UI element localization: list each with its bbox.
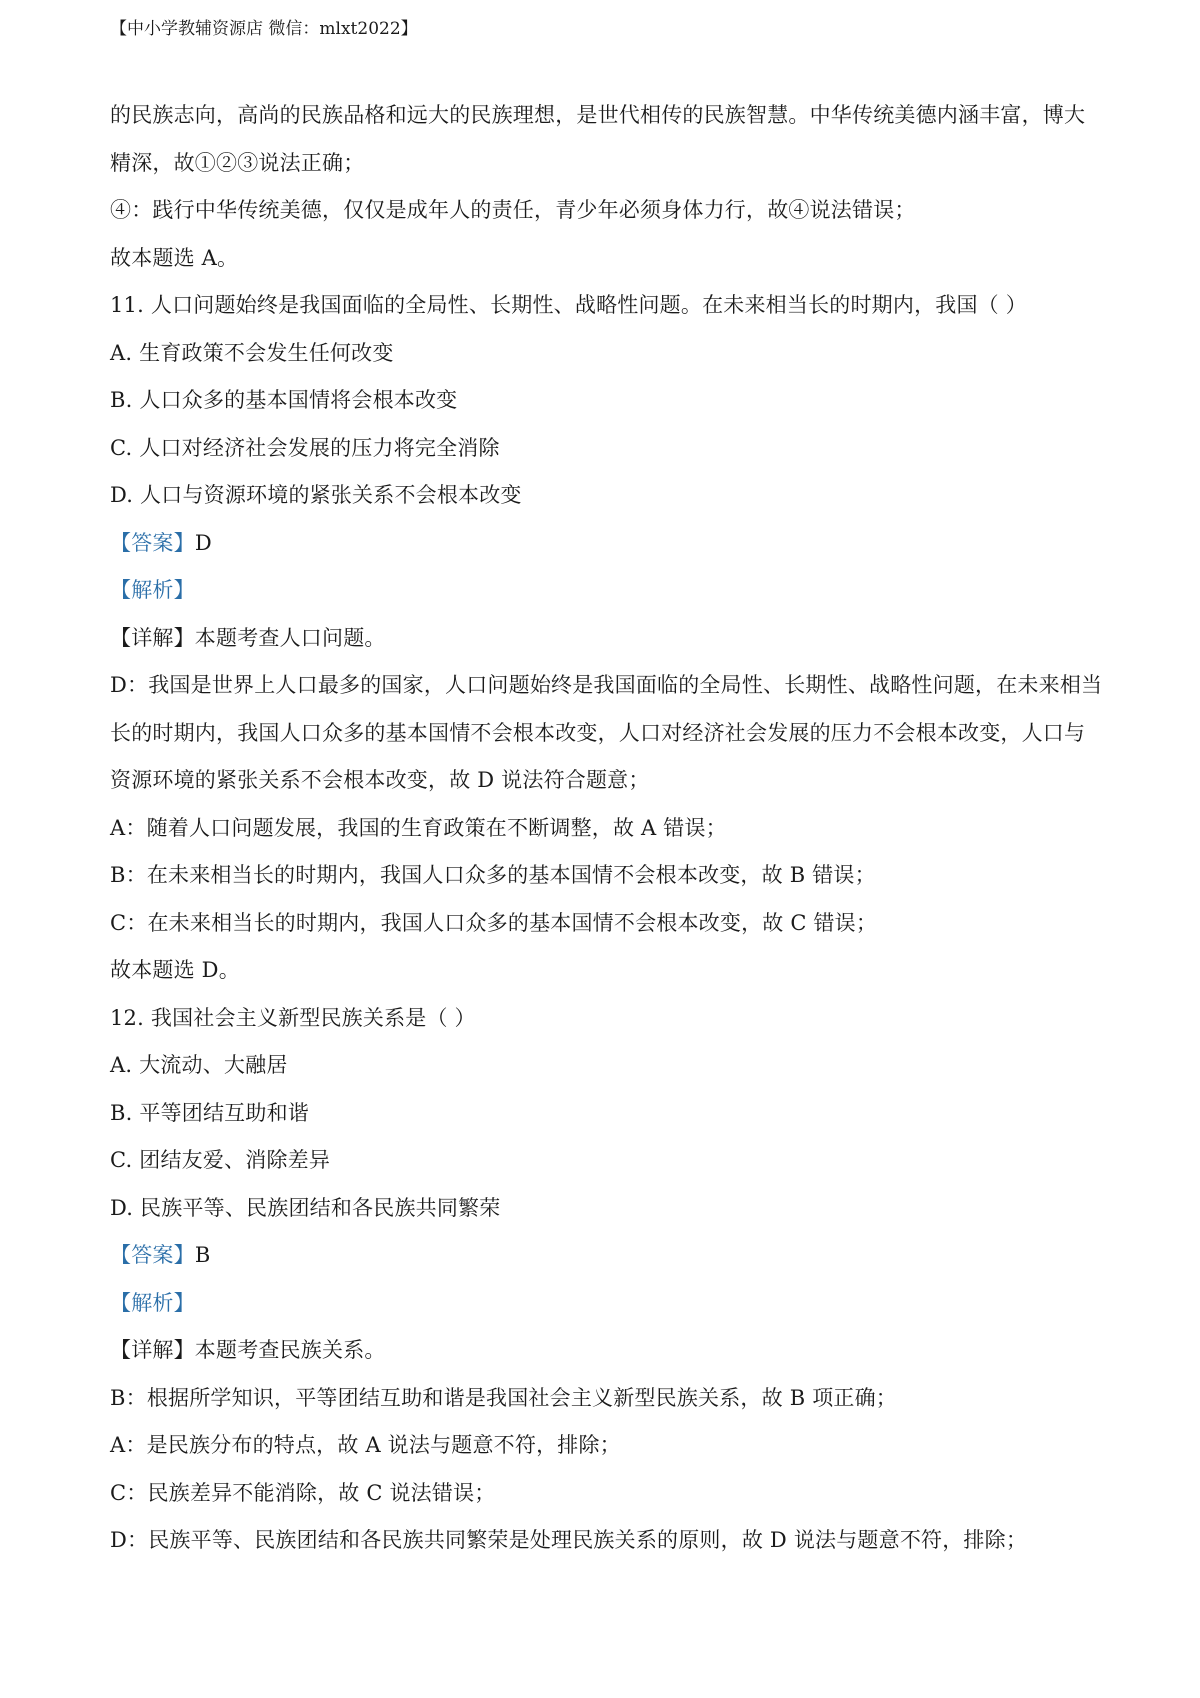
analysis-tag: 【解析】 — [110, 1290, 195, 1315]
text-line: C：民族差异不能消除，故 C 说法错误； — [110, 1480, 496, 1505]
question-12-answer — [110, 1232, 1110, 1280]
question-12-stem: 12. 我国社会主义新型民族关系是（ ） — [110, 1005, 476, 1030]
text-line: B：根据所学知识，平等团结互助和谐是我国社会主义新型民族关系，故 B 项正确； — [110, 1385, 898, 1410]
document-body — [110, 92, 1110, 1565]
question-11-option-a: A. 生育政策不会发生任何改变 — [110, 340, 394, 365]
question-11-option-d: D. 人口与资源环境的紧张关系不会根本改变 — [110, 483, 522, 507]
text-line: D：民族平等、民族团结和各民族共同繁荣是处理民族关系的原则，故 D 说法与题意不符，排除； — [110, 1528, 1028, 1552]
page-header: 【中小学教辅资源店 微信：mlxt2022】 — [110, 19, 418, 39]
question-11-stem: 11. 人口问题始终是我国面临的全局性、长期性、战略性问题。在未来相当长的时期内，我国（ ） — [110, 293, 1027, 317]
text-line: D：我国是世界上人口最多的国家，人口问题始终是我国面临的全局性、长期性、战略性问题，在未来相当 — [110, 673, 1103, 697]
text-line: A：是民族分布的特点，故 A 说法与题意不符，排除； — [110, 1433, 621, 1457]
text-line: ④：践行中华传统美德，仅仅是成年人的责任，青少年必须身体力行，故④说法错误； — [110, 198, 916, 222]
text-line: 资源环境的紧张关系不会根本改变，故 D 说法符合题意； — [110, 768, 650, 792]
answer-tag: 【答案】 — [110, 530, 195, 555]
text-line: A：随着人口问题发展，我国的生育政策在不断调整，故 A 错误； — [110, 815, 727, 840]
question-11-answer — [110, 520, 1110, 568]
answer-value: B — [194, 1243, 211, 1267]
answer-tag: 【答案】 — [110, 1243, 195, 1267]
question-11-analysis-heading — [110, 567, 1110, 615]
question-12-option-b: B. 平等团结互助和谐 — [110, 1100, 309, 1125]
text-line: 故本题选 A。 — [110, 245, 239, 270]
text-line: 精深，故①②③说法正确； — [110, 150, 365, 175]
question-11-option-c: C. 人口对经济社会发展的压力将完全消除 — [110, 435, 500, 460]
text-line: 长的时期内，我国人口众多的基本国情不会根本改变，人口对经济社会发展的压力不会根本改变，人口与 — [110, 720, 1086, 745]
question-11-option-b: B. 人口众多的基本国情将会根本改变 — [110, 388, 458, 412]
analysis-tag: 【解析】 — [110, 578, 195, 602]
text-line: C：在未来相当长的时期内，我国人口众多的基本国情不会根本改变，故 C 错误； — [110, 910, 878, 935]
text-line: 【详解】本题考查民族关系。 — [110, 1338, 386, 1362]
text-line: B：在未来相当长的时期内，我国人口众多的基本国情不会根本改变，故 B 错误； — [110, 863, 876, 887]
text-line: 的民族志向，高尚的民族品格和远大的民族理想，是世代相传的民族智慧。中华传统美德内涵丰富，博大 — [110, 103, 1086, 127]
question-12-option-c: C. 团结友爱、消除差异 — [110, 1148, 331, 1172]
text-line: 【详解】本题考查人口问题。 — [110, 625, 386, 650]
question-12-option-a: A. 大流动、大融居 — [110, 1053, 288, 1077]
answer-value: D — [194, 530, 212, 555]
question-12-option-d: D. 民族平等、民族团结和各民族共同繁荣 — [110, 1195, 501, 1220]
question-12-analysis-heading — [110, 1280, 1110, 1328]
text-line: 故本题选 D。 — [110, 958, 240, 982]
